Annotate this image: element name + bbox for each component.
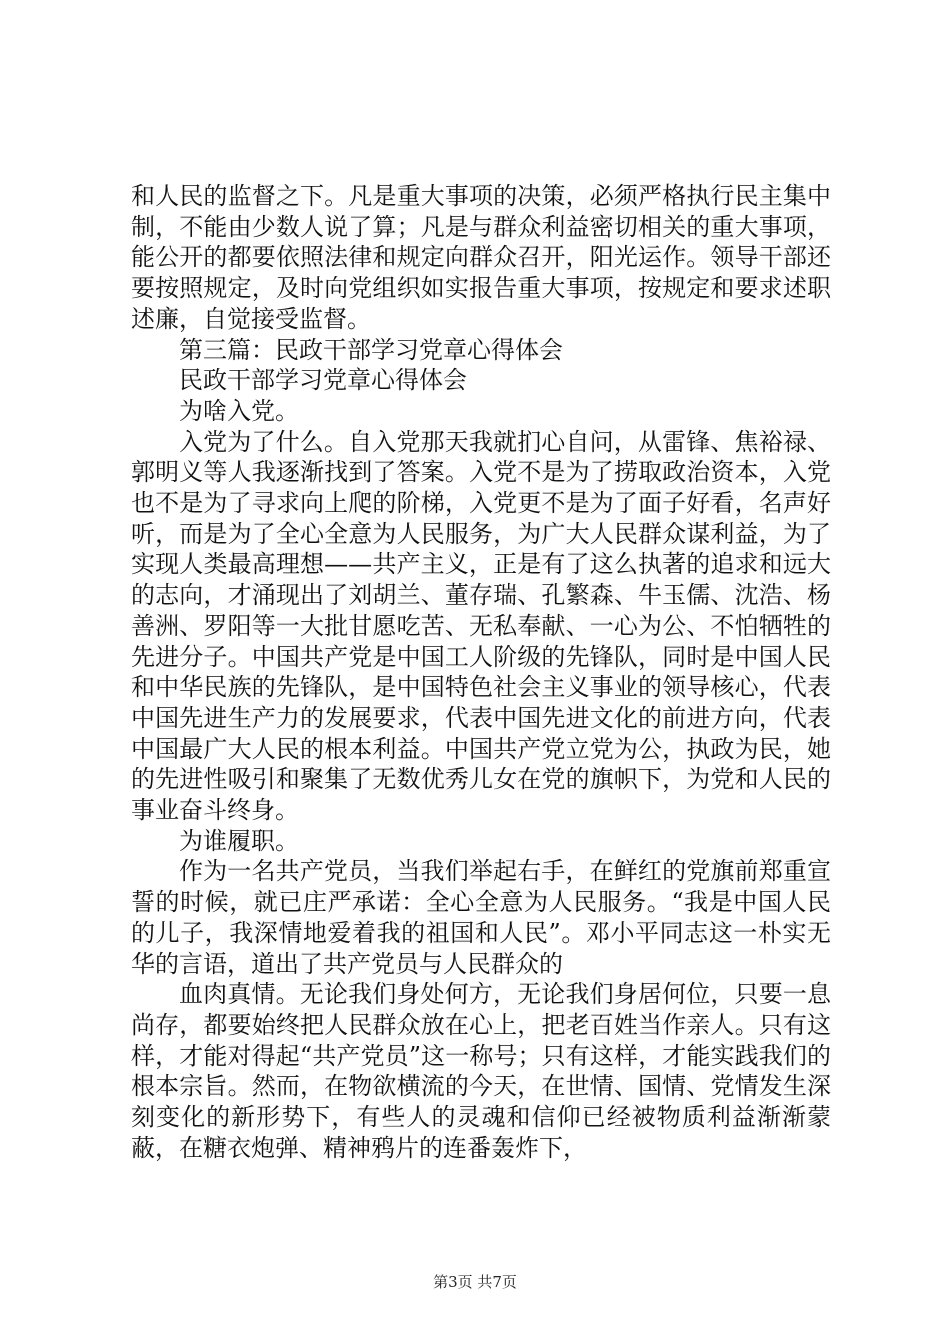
section-heading: 第三篇：民政干部学习党章心得体会 bbox=[179, 335, 563, 364]
paragraph-blood-ties: 血肉真情。无论我们身处何方，无论我们身居何位，只要一息尚存，都要始终把人民群众放在心上，把老百姓当作亲人。只有这样，才能对得起“共产党员”这一称号；只有这样，才能实践我们的根本宗旨。然而，在物欲横流的今天，在世情、国情、党情发生深刻变化的新形势下，有些人的灵魂和信仰已经被物质利益渐渐蒙蔽，在糖衣炮弹、精神鸦片的连番轰炸下， bbox=[131, 980, 831, 1162]
document-body bbox=[131, 181, 831, 1164]
page-number-footer: 第3页 共7页 bbox=[433, 1273, 517, 1291]
paragraph-oath: 作为一名共产党员，当我们举起右手，在鲜红的党旗前郑重宣誓的时候，就已庄严承诺：全心全意为人民服务。“我是中国人民的儿子，我深情地爱着我的祖国和人民”。邓小平同志这一朴实无华的言语，道出了共产党员与人民群众的 bbox=[131, 857, 831, 978]
paragraph-continuation: 和人民的监督之下。凡是重大事项的决策，必须严格执行民主集中制，不能由少数人说了算；凡是与群众利益密切相关的重大事项，能公开的都要依照法律和规定向群众召开，阳光运作。领导干部还要按照规定，及时向党组织如实报告重大事项，按规定和要求述职述廉，自觉接受监督。 bbox=[131, 182, 831, 333]
subheading-for-whom: 为谁履职。 bbox=[179, 826, 299, 855]
article-title: 民政干部学习党章心得体会 bbox=[179, 366, 467, 395]
subheading-why-join: 为啥入党。 bbox=[179, 396, 299, 425]
paragraph-why-join: 入党为了什么。自入党那天我就扪心自问，从雷锋、焦裕禄、郭明义等人我逐渐找到了答案。入党不是为了捞取政治资本，入党也不是为了寻求向上爬的阶梯，入党更不是为了面子好看，名声好听，而是为了全心全意为人民服务，为广大人民群众谋利益，为了实现人类最高理想——共产主义，正是有了这么执著的追求和远大的志向，才涌现出了刘胡兰、董存瑞、孔繁森、牛玉儒、沈浩、杨善洲、罗阳等一大批甘愿吃苦、无私奉献、一心为公、不怕牺牲的先进分子。中国共产党是中国工人阶级的先锋队，同时是中国人民和中华民族的先锋队，是中国特色社会主义事业的领导核心，代表中国先进生产力的发展要求，代表中国先进文化的前进方向，代表中国最广大人民的根本利益。中国共产党立党为公，执政为民，她的先进性吸引和聚集了无数优秀儿女在党的旗帜下，为党和人民的事业奋斗终身。 bbox=[131, 427, 831, 825]
